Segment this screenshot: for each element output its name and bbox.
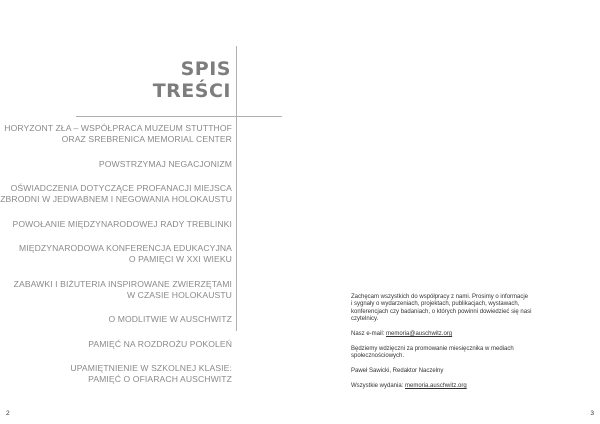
- toc-item[interactable]: [0, 314, 232, 325]
- page-title: [153, 58, 231, 102]
- toc-item-line: POWSTRZYMAJ NEGACJONIZM: [98, 158, 232, 169]
- page-number-right: 3: [590, 410, 594, 417]
- editions-link[interactable]: memoria.auschwitz.org: [405, 382, 467, 389]
- toc-item[interactable]: [0, 123, 232, 145]
- toc-item[interactable]: [0, 279, 232, 301]
- email-paragraph: [351, 331, 576, 338]
- title-line-1: SPIS: [180, 58, 231, 80]
- intro-paragraph: [351, 294, 576, 324]
- toc-item[interactable]: [0, 339, 232, 350]
- toc-item[interactable]: [0, 219, 232, 230]
- vertical-divider: [236, 46, 237, 331]
- intro-line: i sygnały o wydarzeniach, projektach, publikacjach, wystawach,: [351, 301, 520, 308]
- editions-label: Wszystkie wydania:: [351, 382, 406, 389]
- email-label: Nasz e-mail:: [351, 331, 387, 338]
- editions-paragraph: [351, 383, 576, 390]
- info-box: [351, 294, 576, 398]
- toc-item-line: O PAMIĘCI W XXI WIEKU: [128, 254, 232, 264]
- intro-line: Zachęcam wszystkich do współpracy z nami. Prosimy o informacje: [351, 294, 529, 300]
- toc-item[interactable]: [0, 183, 232, 205]
- toc-item-line: PAMIĘĆ NA ROZDROŻU POKOLEŃ: [88, 338, 232, 349]
- thanks-paragraph: [351, 346, 576, 361]
- intro-line: konferencjach czy badaniach, o których powinni dowiedzieć się nasi: [351, 308, 532, 315]
- title-line-2: TREŚCI: [152, 80, 231, 102]
- toc-item-line: PAMIĘĆ O OFIARACH AUSCHWITZ: [88, 374, 232, 384]
- signature: Paweł Sawicki, Redaktor Naczelny: [351, 368, 444, 375]
- toc-item-line: POWOŁANIE MIĘDZYNARODOWEJ RADY TREBLINKI: [12, 218, 232, 229]
- toc-item[interactable]: [0, 159, 232, 170]
- intro-line: czytelnicy.: [351, 316, 379, 323]
- page-number-left: 2: [6, 410, 10, 417]
- toc-item-line: ORAZ SREBRENICA MEMORIAL CENTER: [61, 134, 232, 144]
- toc-item[interactable]: [0, 243, 232, 265]
- toc-item-line: HORYZONT ZŁA – WSPÓŁPRACA MUZEUM STUTTHOF: [4, 123, 232, 133]
- toc-item-line: MIĘDZYNARODOWA KONFERENCJA EDUKACYJNA: [19, 243, 232, 253]
- table-of-contents: [0, 123, 232, 399]
- thanks-line: Będziemy wdzięczni za promowanie miesięcznika w mediach: [351, 345, 514, 352]
- toc-item-line: ZBRODNI W JEDWABNEM I NEGOWANIA HOLOKAUSTU: [0, 194, 232, 204]
- toc-item-line: OŚWIADCZENIA DOTYCZĄCE PROFANACJI MIEJSCA: [10, 183, 232, 193]
- toc-item-line: ZABAWKI I BIŻUTERIA INSPIROWANE ZWIERZĘTAMI: [13, 278, 232, 289]
- toc-item-line: UPAMIĘTNIENIE W SZKOLNEJ KLASIE:: [70, 363, 232, 373]
- horizontal-divider: [76, 116, 282, 117]
- email-link[interactable]: memoria@auschwitz.org: [386, 331, 453, 338]
- thanks-line: społecznościowych.: [351, 353, 405, 360]
- toc-item-line: O MODLITWIE W AUSCHWITZ: [108, 314, 232, 324]
- toc-item-line: W CZASIE HOLOKAUSTU: [126, 289, 232, 300]
- toc-item[interactable]: [0, 363, 232, 385]
